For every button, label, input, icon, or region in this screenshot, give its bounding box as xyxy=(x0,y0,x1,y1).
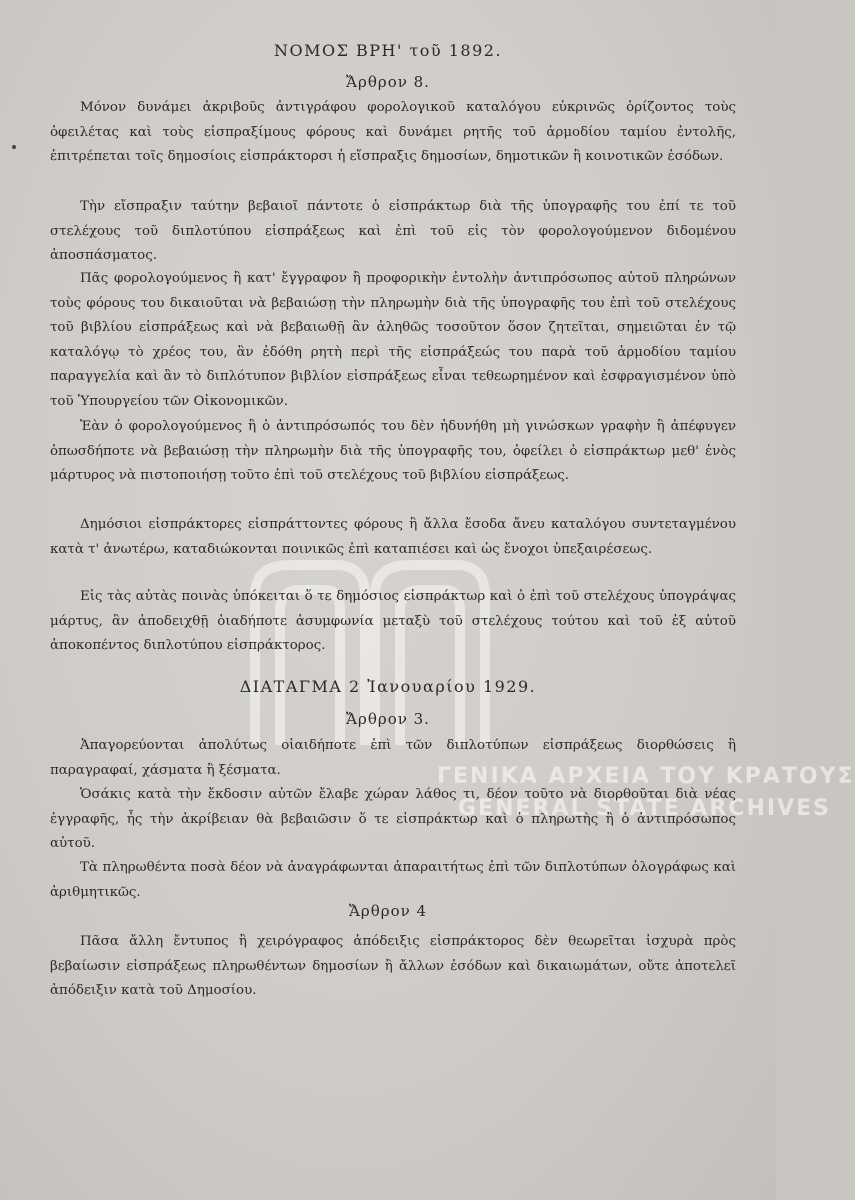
watermark-line-english: GENERAL STATE ARCHIVES xyxy=(458,796,831,821)
article-4-paragraph-1: Πᾶσα ἄλλη ἔντυπος ἢ χειρόγραφος ἀπόδειξις εἰσπράκτορος δὲν θεωρεῖται ἰσχυρὰ πρὸς βεβαίωσιν εἰσπράξεως πληρωθέντων δημοσίων ἢ ἄλλων ἐσόδων καὶ δικαιωμάτων, οὔτε ἀποτελεῖ ἀπόδειξιν κατὰ τοῦ Δημοσίου. xyxy=(50,934,736,999)
article-8-paragraph-6: Εἰς τὰς αὐτὰς ποινὰς ὑπόκειται ὅ τε δημόσιος εἰσπράκτωρ καὶ ὁ ἐπὶ τοῦ στελέχους ὑπογράψας μάρτυς, ἂν ἀποδειχθῇ ὁιαδήποτε ἀσυμφωνία μεταξὺ τοῦ στελέχους τούτου καὶ τοῦ ἐξ αὐτοῦ ἀποκοπέντος διπλοτύπου εἰσπράκτορος. xyxy=(50,589,736,654)
article-8-heading: Ἄρθρον 8. xyxy=(346,73,430,91)
article-8-paragraph-1: Μόνον δυνάμει ἀκριβοῦς ἀντιγράφου φορολογικοῦ καταλόγου εὐκρινῶς ὁρίζοντος τοὺς ὀφειλέτας καὶ τοὺς εἰσπραξίμους φόρους καὶ δυνάμει ρητῆς τοῦ ἁρμοδίου ταμίου ἐντολῆς, ἐπιτρέπεται τοῖς δημοσίοις εἰσπράκτορσι ἡ εἴσπραξις δημοσίων, δημοτικῶν ἢ κοινοτικῶν ἐσόδων. xyxy=(50,100,736,165)
article-8-paragraph-4: Ἐὰν ὁ φορολογούμενος ἢ ὁ ἀντιπρόσωπός του δὲν ἠδυνήθη μὴ γινώσκων γραφὴν ἢ ἀπέφυγεν ὁπωσδήποτε νὰ βεβαιώσῃ τὴν πληρωμὴν διὰ τῆς ὑπογραφῆς του, ὀφείλει ὁ εἰσπράκτωρ μεθ' ἑνὸς μάρτυρος νὰ πιστοποιήσῃ τοῦτο ἐπὶ τοῦ στελέχους τοῦ βιβλίου εἰσπράξεως. xyxy=(50,419,736,484)
article-4-heading: Ἄρθρον 4 xyxy=(348,902,428,920)
article-3-paragraph-3: Τὰ πληρωθέντα ποσὰ δέον νὰ ἀναγράφωνται ἀπαραιτήτως ἐπὶ τῶν διπλοτύπων ὁλογράφως καὶ ἀριθμητικῶς. xyxy=(50,860,736,900)
ink-dot xyxy=(12,145,16,149)
article-8-paragraph-3: Πᾶς φορολογούμενος ἢ κατ' ἔγγραφον ἢ προφορικὴν ἐντολὴν ἀντιπρόσωπος αὐτοῦ πληρώνων τοὺς φόρους του δικαιοῦται νὰ βεβαιώσῃ τὴν πληρωμὴν διὰ τῆς ὑπογραφῆς του ἐπὶ τοῦ στελέχους τοῦ βιβλίου εἰσπράξεως καὶ νὰ βεβαιωθῇ ἂν ἀληθῶς τοσοῦτον ὅσον ζητεῖται, σημειῶται ἐν τῷ καταλόγῳ τὸ χρέος του, ἂν ἐδόθη ρητὴ περὶ τῆς εἰσπράξεώς του παρὰ τοῦ ἁρμοδίου ταμίου παραγγελία καὶ ἂν τὸ διπλότυπον βιβλίον εἰσπράξεως εἶναι τεθεωρημένον καὶ ἐσφραγισμένον ὑπὸ τοῦ Ὑπουργείου τῶν Οἰκονομικῶν. xyxy=(50,271,736,409)
article-8-paragraph-5: Δημόσιοι εἰσπράκτορες εἰσπράττοντες φόρους ἢ ἄλλα ἔσοδα ἄνευ καταλόγου συντεταγμένου κατὰ τ' ἀνωτέρω, καταδιώκονται ποινικῶς ἐπὶ καταπιέσει καὶ ὡς ἔνοχοι ὑπεξαιρέσεως. xyxy=(50,517,736,557)
article-3-paragraph-1: Ἀπαγορεύονται ἀπολύτως οἱαιδήποτε ἐπὶ τῶν διπλοτύπων εἰσπράξεως διορθώσεις ἢ παραγραφαί, χάσματα ἢ ξέσματα. xyxy=(50,738,736,778)
article-3-heading: Ἄρθρον 3. xyxy=(346,710,430,728)
law-title: ΝΟΜΟΣ ΒΡΗ' τοῦ 1892. xyxy=(273,41,503,60)
article-8-paragraph-2: Τὴν εἴσπραξιν ταύτην βεβαιοῖ πάντοτε ὁ εἰσπράκτωρ διὰ τῆς ὑπογραφῆς του ἐπί τε τοῦ στελέχους τοῦ διπλοτύπου εἰσπράξεως καὶ ἐπὶ τοῦ εἰς τὸν φορολογούμενον διδομένου ἀποσπάσματος. xyxy=(50,199,736,264)
decree-title: ΔΙΑΤΑΓΜΑ 2 Ἰανουαρίου 1929. xyxy=(239,677,537,696)
article-3-paragraph-2: Ὁσάκις κατὰ τὴν ἔκδοσιν αὐτῶν ἔλαβε χώραν λάθος τι, δέον τοῦτο νὰ διορθοῦται διὰ νέας ἐγγραφῆς, ἧς τὴν ἀκρίβειαν θὰ βεβαιῶσιν ὅ τε εἰσπράκτωρ καὶ ὁ πληρωτὴς ἢ ὁ ἀντιπρόσωπος αὐτοῦ. xyxy=(50,787,736,852)
watermark-line-greek: ΓΕΝΙΚΑ ΑΡΧΕΙΑ ΤΟΥ ΚΡΑΤΟΥΣ xyxy=(437,764,855,789)
